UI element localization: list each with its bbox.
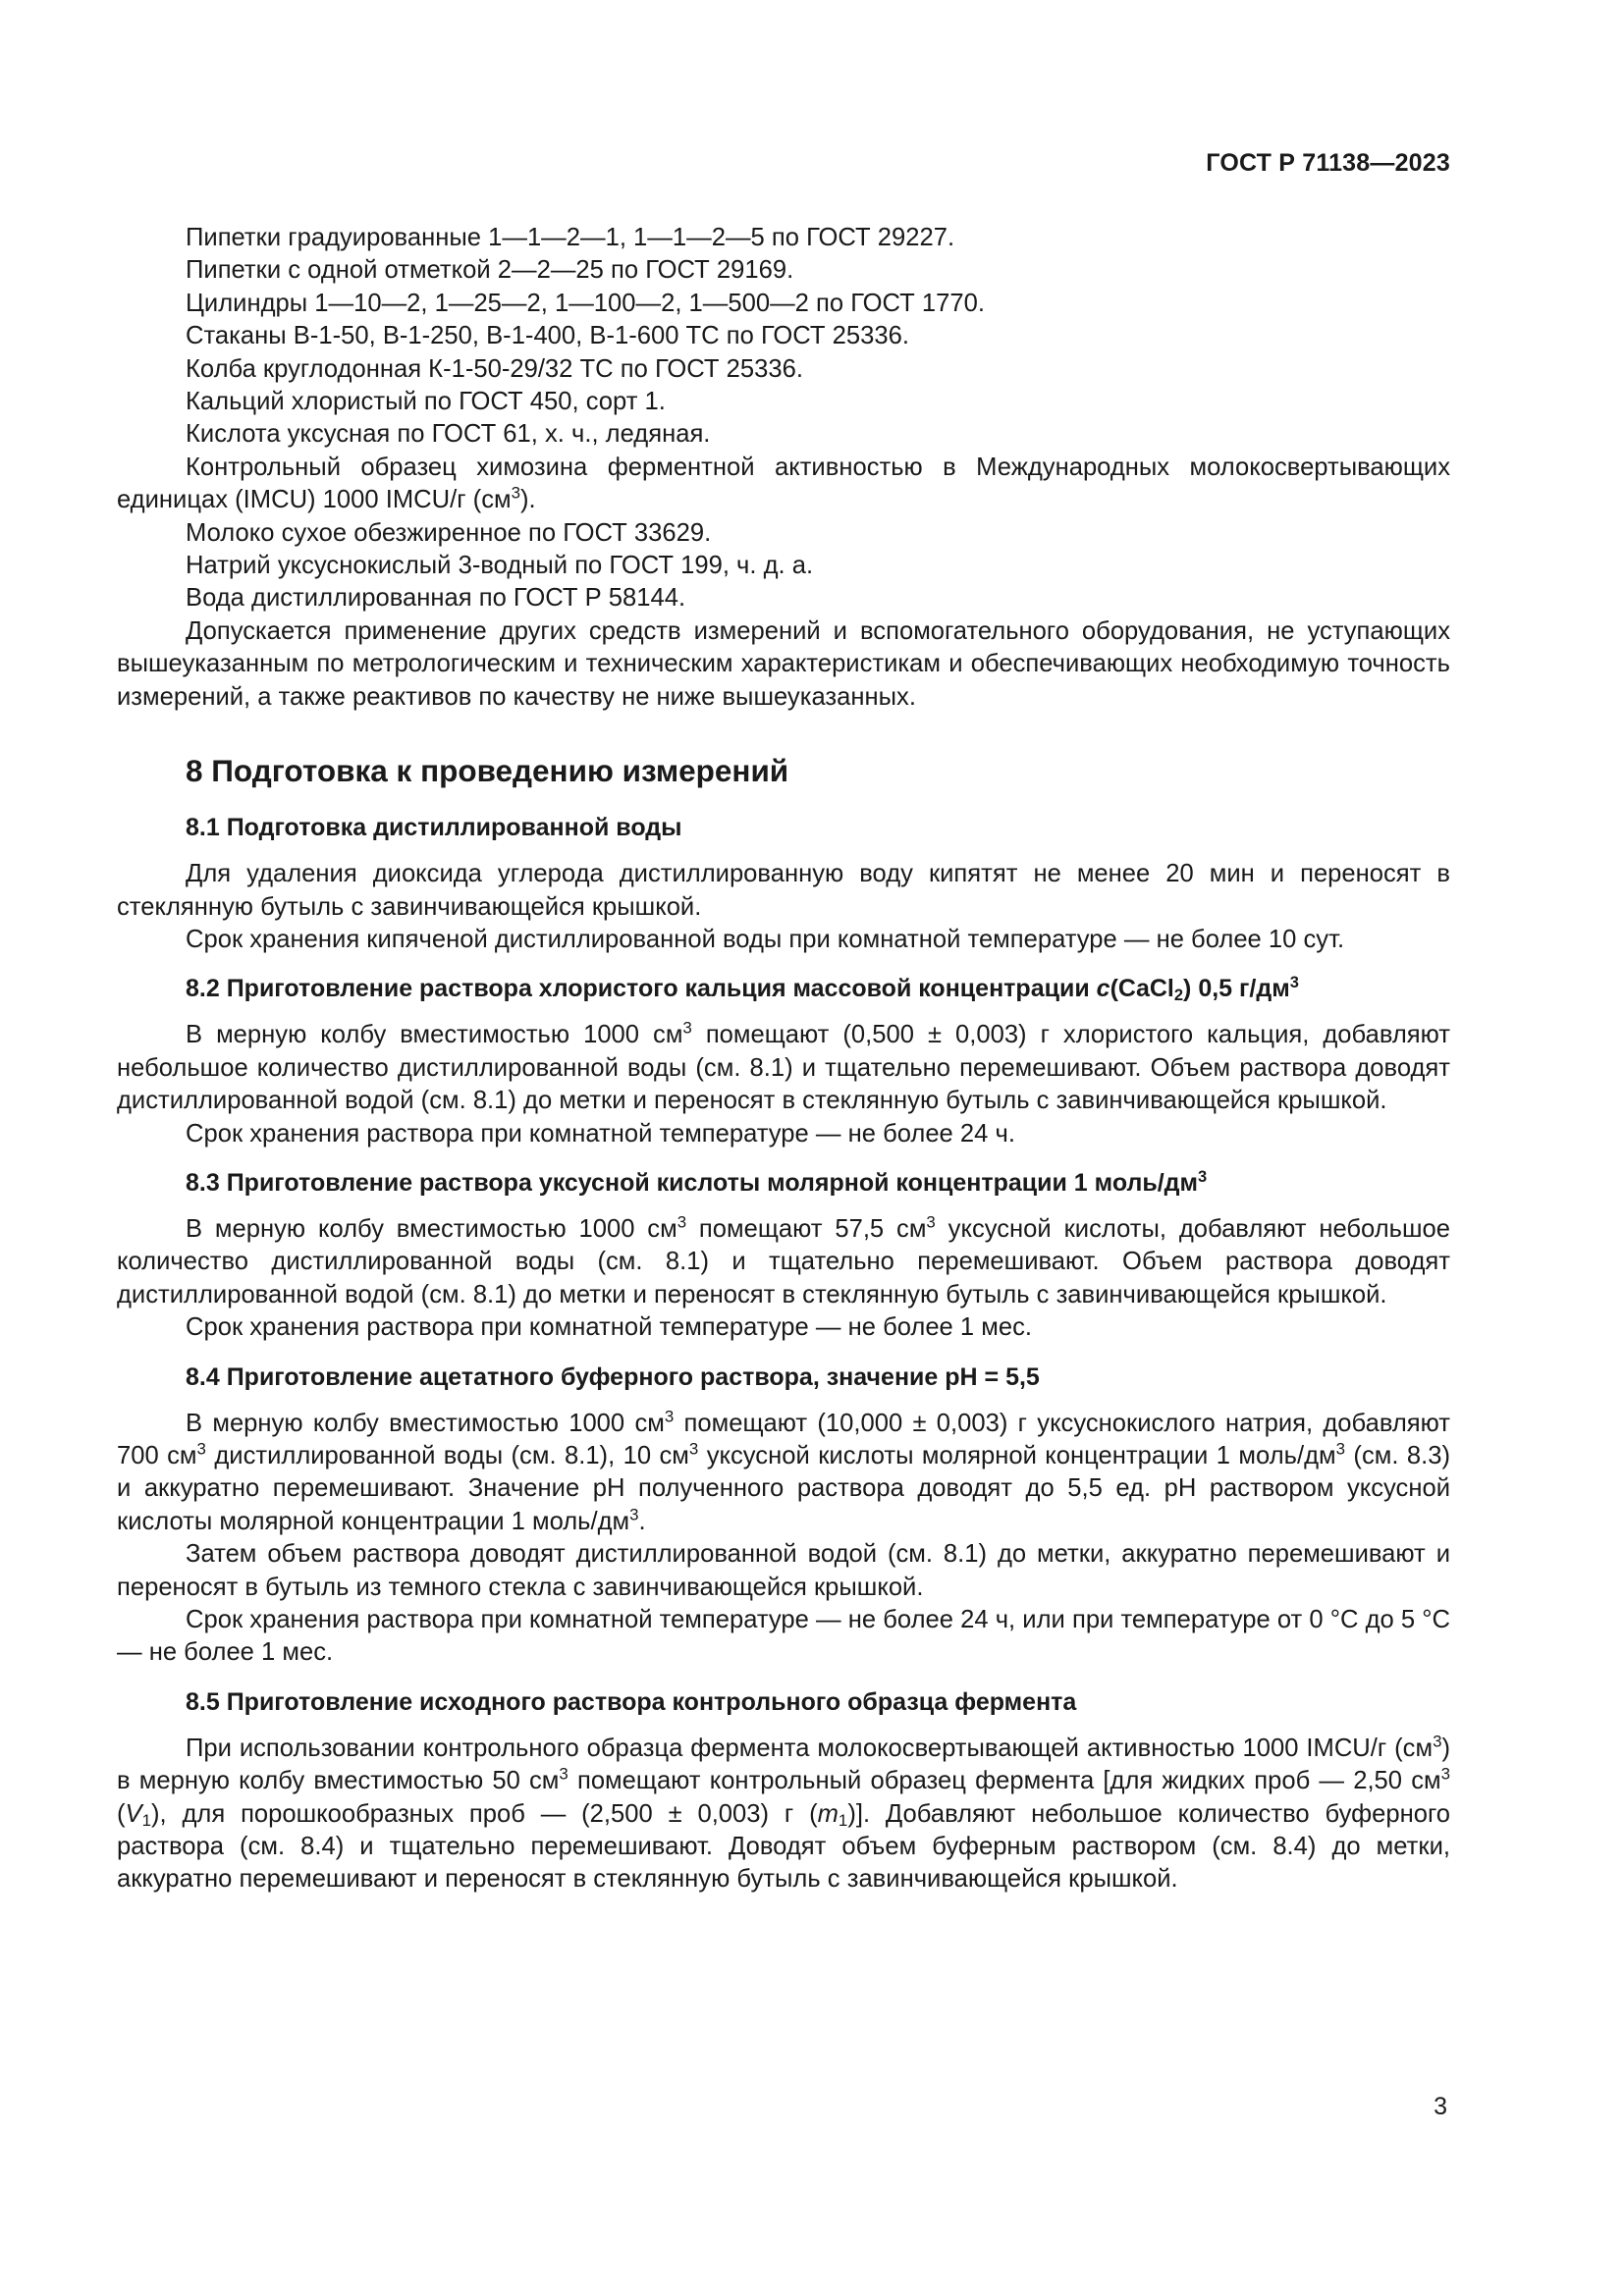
subsection-8-1-title: 8.1 Подготовка дистиллированной воды	[186, 814, 682, 842]
equipment-item: Цилиндры 1—10—2, 1—25—2, 1—100—2, 1—500—2 по ГОСТ 1770.	[186, 289, 985, 317]
equipment-item: Вода дистиллированная по ГОСТ Р 58144.	[186, 584, 686, 613]
paragraph: Затем объем раствора доводят дистиллированной водой (см. 8.1) до метки, аккуратно перемешивают и переносят в бутыль из темного стекла с завинчивающейся крышкой.	[117, 1540, 1450, 1601]
standard-code: ГОСТ Р 71138—2023	[1206, 149, 1450, 177]
paragraph: В мерную колбу вместимостью 1000 $см^3$ помещают (0,500 ± 0,003) г хлористого кальция, добавляют небольшое количество дистиллированной воды (см. 8.1) и тщательно перемешивают. Объем раствора доводят дистиллированной водой (см. 8.1) до метки и переносят в стеклянную бутыль с завинчивающейся крышкой.	[117, 1019, 1450, 1115]
control-sample-item: Контрольный образец химозина ферментной активностью в Международных молокосвертывающих единицах (IMCU) 1000 IMCU/г $(см^3)$.	[117, 453, 1450, 514]
equipment-item: Кальций хлористый по ГОСТ 450, сорт 1.	[186, 388, 666, 416]
page-number: 3	[1434, 2093, 1447, 2120]
paragraph: В мерную колбу вместимостью 1000 $см^3$ помещают 57,5 $см^3$ уксусной кислоты, добавляют небольшое количество дистиллированной воды (см. 8.1) и тщательно перемешивают. Объем раствора доводят дистиллированной водой (см. 8.1) до метки и переносят в стеклянную бутыль с завинчивающейся крышкой.	[117, 1212, 1451, 1308]
equipment-item: Пипетки градуированные 1—1—2—1, 1—1—2—5 по ГОСТ 29227.	[186, 224, 955, 251]
subsection-8-4-title: 8.4 Приготовление ацетатного буферного раствора, значение pH = 5,5	[186, 1362, 1040, 1391]
document-body	[117, 222, 1450, 1896]
paragraph: Для удаления диоксида углерода дистиллированную воду кипятят не менее 20 мин и переносят в стеклянную бутыль с завинчивающейся крышкой.	[117, 860, 1450, 921]
allowance-paragraph: Допускается применение других средств измерений и вспомогательного оборудования, не уступающих вышеуказанным по метрологическим и техническим характеристикам и обеспечивающих необходимую точность измерений, а также реактивов по качеству не ниже вышеуказанных.	[117, 616, 1450, 711]
equipment-item: Молоко сухое обезжиренное по ГОСТ 33629.	[186, 518, 712, 547]
equipment-item: Колба круглодонная К-1-50-29/32 ТС по ГОСТ 25336.	[186, 354, 803, 383]
paragraph: Срок хранения раствора при комнатной температуре — не более 24 ч, или при температуре от 0 °С до 5 °С — не более 1 мес.	[117, 1606, 1450, 1667]
paragraph: Срок хранения раствора при комнатной температуре — не более 24 ч.	[186, 1119, 1015, 1148]
equipment-item: Стаканы В-1-50, В-1-250, В-1-400, В-1-600 ТС по ГОСТ 25336.	[186, 322, 909, 350]
subsection-8-2-title: 8.2 Приготовление раствора хлористого кальция массовой концентрации c(CaCl$_2$) 0,5 $г/дм^3$	[186, 974, 1299, 1005]
subsection-8-5-title: 8.5 Приготовление исходного раствора контрольного образца фермента	[186, 1687, 1077, 1716]
paragraph: Срок хранения раствора при комнатной температуре — не более 1 мес.	[186, 1313, 1032, 1342]
paragraph: Срок хранения кипяченой дистиллированной воды при комнатной температуре — не более 10 сут.	[186, 925, 1345, 953]
subsection-8-3-title: 8.3 Приготовление раствора уксусной кислоты молярной концентрации 1 моль/$дм^3$	[186, 1167, 1208, 1197]
paragraph: При использовании контрольного образца фермента молокосвертывающей активностью 1000 IMCU/г $(см^3)$ в мерную колбу вместимостью 50 $см^3$ помещают контрольный образец фермента [для жидких проб — 2,50 $см^3$ $(V_1)$, для порошкообразных проб — (2,500 ± 0,003) г $(m_1)$]. Добавляют небольшое количество буферного раствора (см. 8.4) и тщательно перемешивают. Доводят объем буферным раствором (см. 8.4) до метки, аккуратно перемешивают и переносят в стеклянную бутыль с завинчивающейся крышкой.	[117, 1732, 1450, 1894]
equipment-item: Натрий уксуснокислый 3-водный по ГОСТ 199, ч. д. а.	[186, 552, 814, 580]
section-8-title: 8 Подготовка к проведению измерений	[186, 753, 789, 789]
equipment-item: Кислота уксусная по ГОСТ 61, х. ч., ледяная.	[186, 420, 711, 449]
equipment-item: Пипетки с одной отметкой 2—2—25 по ГОСТ 29169.	[186, 256, 794, 285]
paragraph: В мерную колбу вместимостью 1000 $см^3$ помещают (10,000 ± 0,003) г уксуснокислого натрия, добавляют 700 $см^3$ дистиллированной воды (см. 8.1), 10 $см^3$ уксусной кислоты молярной концентрации 1 моль/$дм^3$ (см. 8.3) и аккуратно перемешивают. Значение pH полученного раствора доводят до 5,5 ед. pH раствором уксусной кислоты молярной концентрации 1 моль/$дм^3$.	[117, 1407, 1451, 1535]
